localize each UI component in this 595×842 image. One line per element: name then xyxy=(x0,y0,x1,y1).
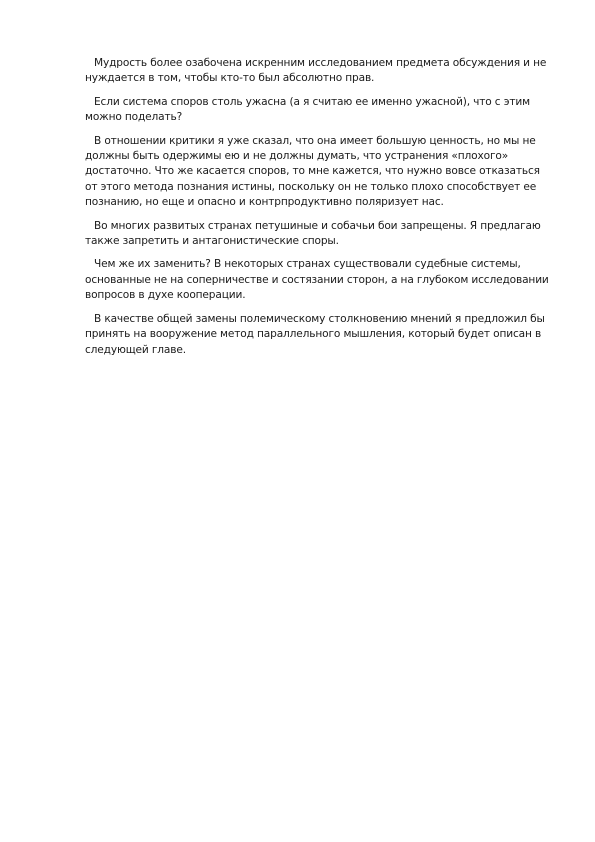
paragraph-2: Если система споров столь ужасна (а я считаю ее именно ужасной), что с этим можно поделать? xyxy=(85,95,530,124)
paragraph-5: Чем же их заменить? В некоторых странах существовали судебные системы, основанные не на соперничестве и состязании сторон, а на глубоком исследовании вопросов в духе кооперации. xyxy=(85,258,549,302)
paragraph-6: В качестве общей замены полемическому столкновению мнений я предложил бы принять на вооружение метод параллельного мышления, который будет описан в следующей главе. xyxy=(85,312,545,356)
document-body xyxy=(85,56,555,366)
paragraph-4: Во многих развитых странах петушиные и собачьи бои запрещены. Я предлагаю также запретить и антагонистические споры. xyxy=(85,219,541,248)
paragraph-1: Мудрость более озабочена искренним исследованием предмета обсуждения и не нуждается в том, чтобы кто-то был абсолютно прав. xyxy=(85,57,547,85)
paragraph-3: В отношении критики я уже сказал, что она имеет большую ценность, но мы не должны быть одержимы ею и не должны думать, что устранения «плохого» достаточно. Что же касается споров, то мне кажется, что нужно вовсе отказаться от этого метода познания истины, поскольку он не только плохо способствует ее познанию, но еще и опасно и контрпродуктивно поляризует нас. xyxy=(85,134,540,209)
